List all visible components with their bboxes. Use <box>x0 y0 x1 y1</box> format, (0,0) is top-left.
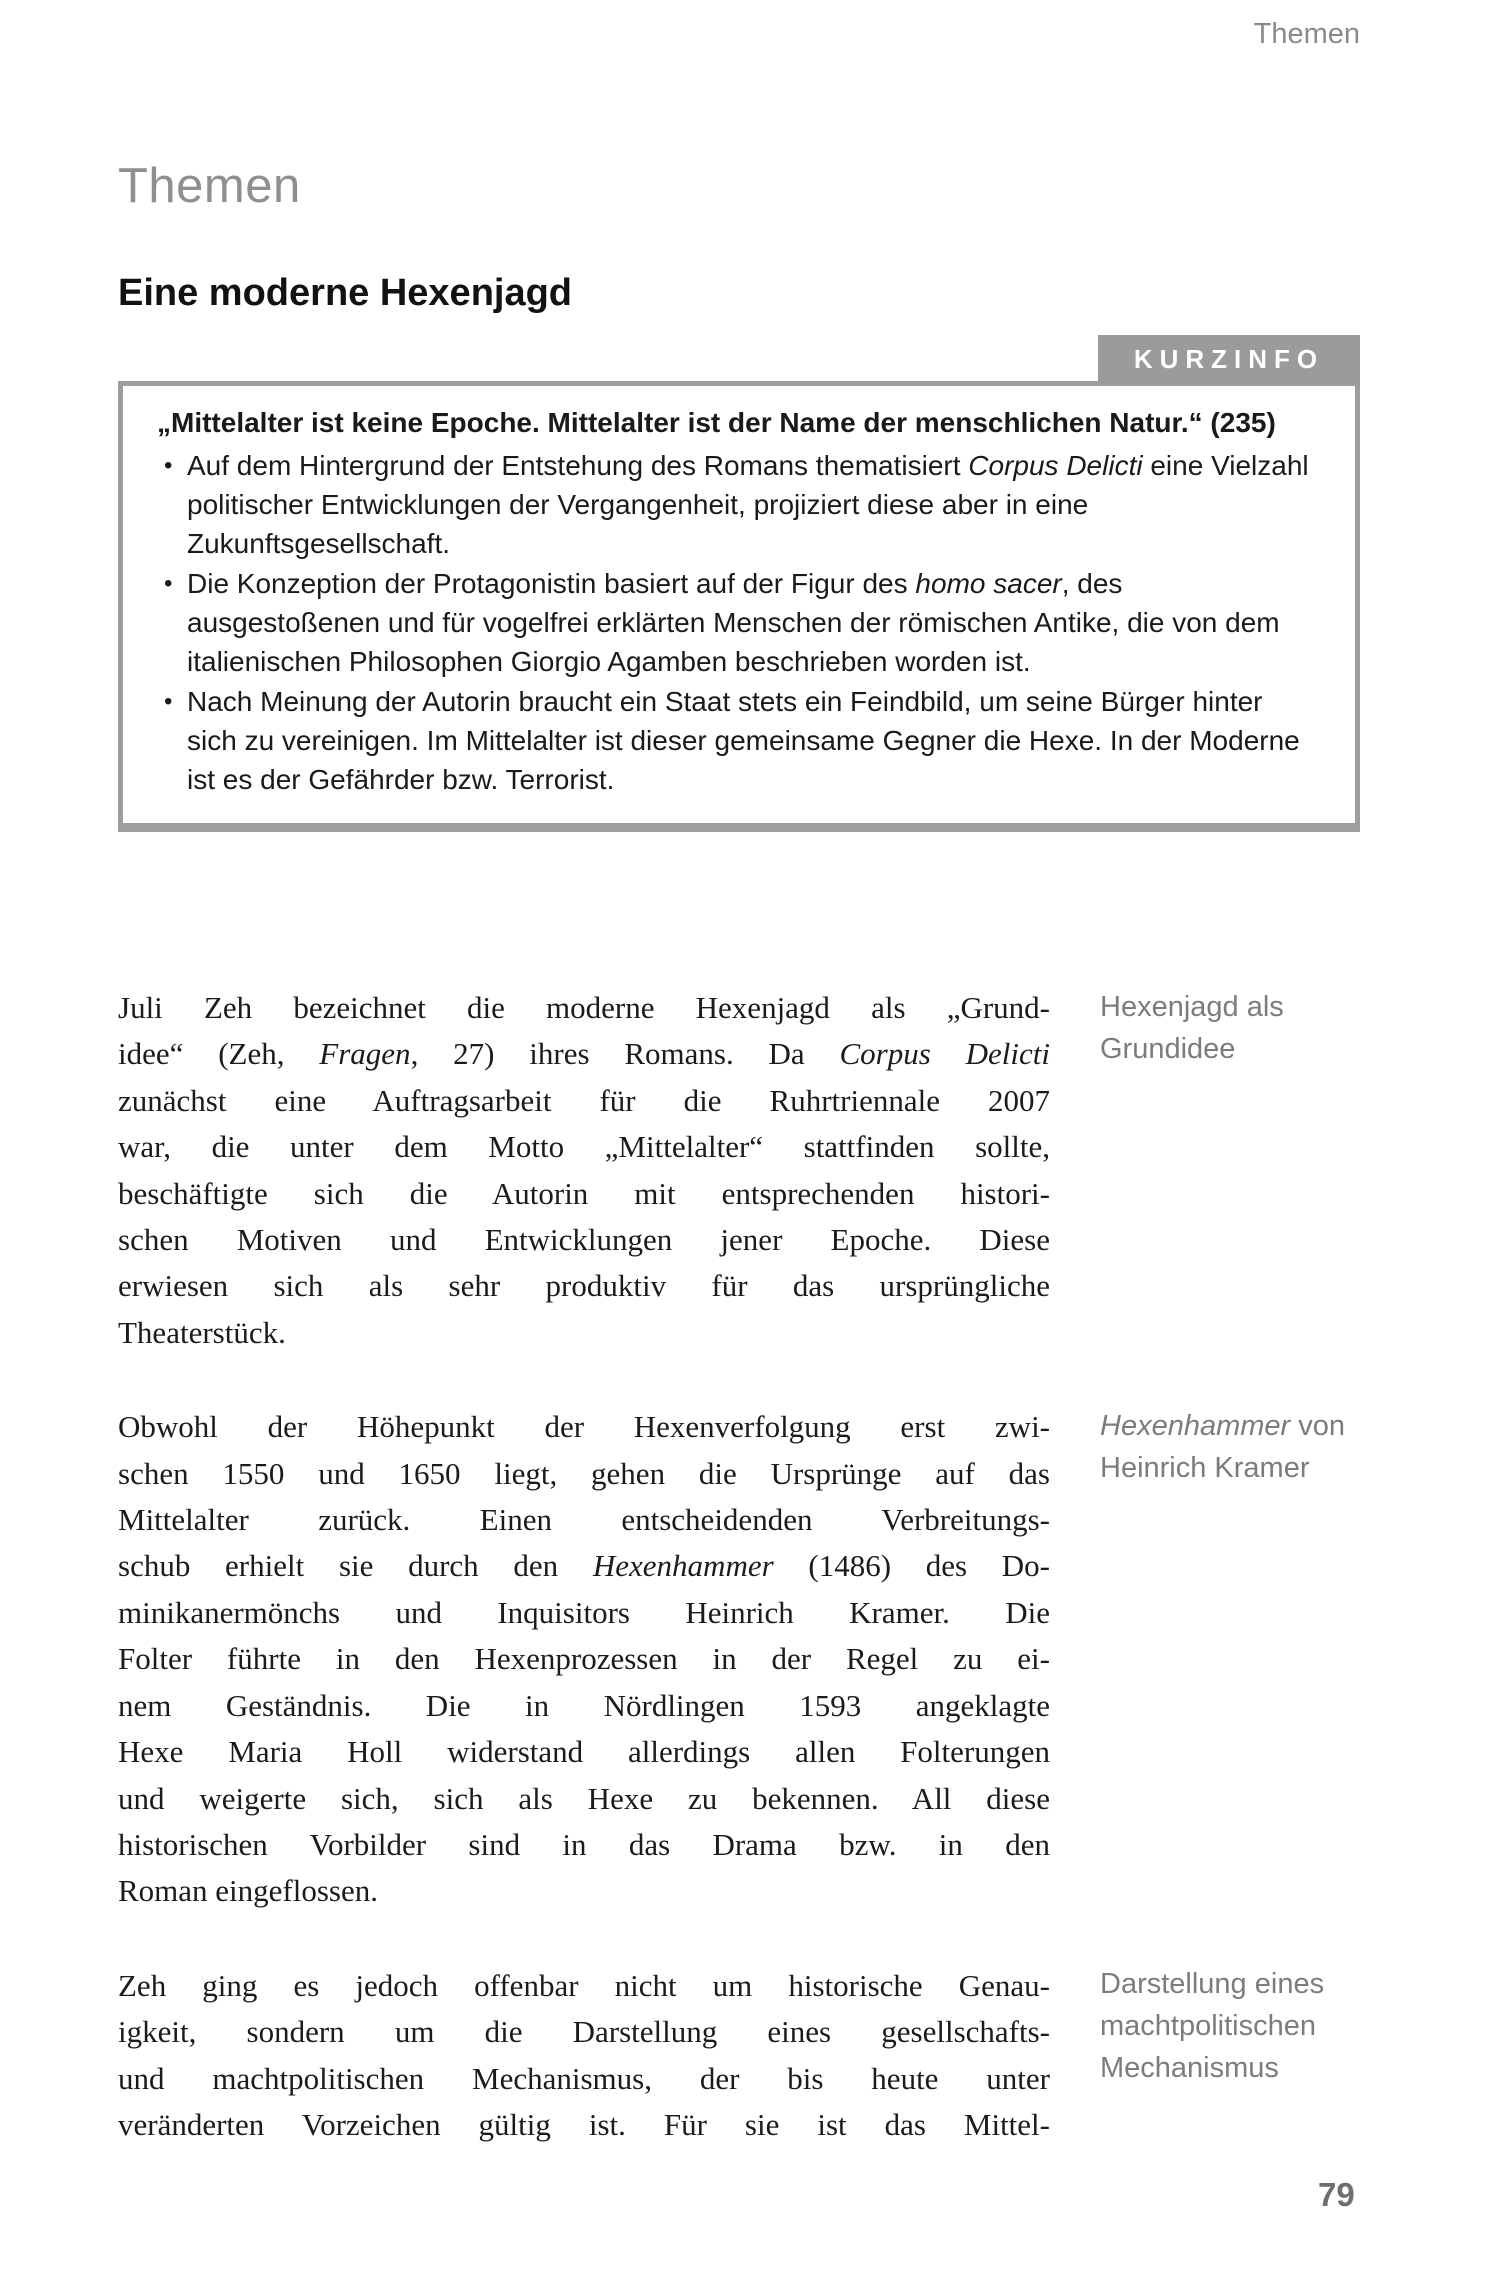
text-line: minikanermönchs und Inquisitors Heinrich Kramer. Die <box>118 1594 1050 1630</box>
body-text-column <box>118 985 1050 2196</box>
text-line: Folter führte in den Hexenprozessen in der Regel zu ei- <box>118 1641 1050 1677</box>
text-line: schen 1550 und 1650 liegt, gehen die Ursprünge auf das <box>118 1455 1050 1491</box>
text-line: war, die unter dem Motto „Mittelalter“ stattfinden sollte, <box>118 1129 1050 1165</box>
text-line: Hexe Maria Holl widerstand allerdings allen Folterungen <box>118 1734 1050 1770</box>
kurzinfo-badge: KURZINFO <box>1098 335 1360 384</box>
body-paragraph <box>118 1963 1050 2149</box>
text-line: veränderten Vorzeichen gültig ist. Für sie ist das Mittel- <box>118 2106 1050 2142</box>
page-subtitle: Eine moderne Hexenjagd <box>118 272 573 314</box>
text-line: beschäftigte sich die Autorin mit entsprechenden histori- <box>118 1175 1050 1211</box>
text-line: schen Motiven und Entwicklungen jener Epoche. Diese <box>118 1222 1050 1258</box>
body-paragraph <box>118 985 1050 1356</box>
kurzinfo-box <box>118 381 1360 832</box>
text-line: Mittelalter zurück. Einen entscheidenden Verbreitungs- <box>118 1502 1050 1538</box>
text-line: Obwohl der Höhepunkt der Hexenverfolgung erst zwi- <box>118 1409 1050 1445</box>
margin-note: Hexenjagd als Grundidee <box>1100 991 1284 1065</box>
text-line: erwiesen sich als sehr produktiv für das ursprüngliche <box>118 1268 1050 1304</box>
text-line: Zeh ging es jedoch offenbar nicht um historische Genau- <box>118 1967 1050 2003</box>
text-line: und weigerte sich, sich als Hexe zu bekennen. All diese <box>118 1780 1050 1816</box>
text-line: Juli Zeh bezeichnet die moderne Hexenjagd als „Grund- <box>118 990 1050 1025</box>
page-title: Themen <box>118 159 301 213</box>
page-number: 79 <box>1318 2176 1355 2213</box>
kurzinfo-bullet-list <box>157 446 1315 799</box>
text-line: und machtpolitischen Mechanismus, der bis heute unter <box>118 2060 1050 2096</box>
text-line: Theaterstück. <box>118 1314 286 1350</box>
body-paragraph <box>118 1404 1050 1914</box>
running-head: Themen <box>1253 18 1360 50</box>
text-line: historischen Vorbilder sind in das Drama bzw. in den <box>118 1826 1050 1862</box>
kurzinfo-bullet-item: • Auf dem Hintergrund der Entstehung des Romans thematisiert Corpus Delicti eine Vielzahl politischer Entwicklungen der Vergangenheit, projiziert diese aber in eine Zukunftsgesellschaft. <box>157 446 1315 563</box>
text-line: schub erhielt sie durch den Hexenhammer (1486) des Do- <box>118 1548 1050 1584</box>
text-line: nem Geständnis. Die in Nördlingen 1593 angeklagte <box>118 1687 1050 1723</box>
text-line: Roman eingeflossen. <box>118 1873 379 1909</box>
kurzinfo-title: „Mittelalter ist keine Epoche. Mittelalter ist der Name der menschlichen Natur.“ (235) <box>157 407 1276 438</box>
kurzinfo-bullet-item: • Die Konzeption der Protagonistin basiert auf der Figur des homo sacer, des ausgestoßenen und für vogelfrei erklärten Menschen der römischen Antike, die von dem italienischen Philosophen Giorgio Agamben beschrieben worden ist. <box>157 564 1315 681</box>
margin-note: Darstellung eines machtpolitischen Mechanismus <box>1100 1968 1325 2084</box>
text-line: idee“ (Zeh, Fragen, 27) ihres Romans. Da Corpus Delicti <box>118 1036 1050 1072</box>
text-line: igkeit, sondern um die Darstellung eines gesellschafts- <box>118 2014 1050 2050</box>
kurzinfo-bullet-item: • Nach Meinung der Autorin braucht ein Staat stets ein Feindbild, um seine Bürger hinter sich zu vereinigen. Im Mittelalter ist dieser gemeinsame Gegner die Hexe. In der Moderne ist es der Gefährder bzw. Terrorist. <box>157 682 1315 799</box>
margin-note: Hexenhammer von Heinrich Kramer <box>1100 1410 1346 1484</box>
text-line: zunächst eine Auftragsarbeit für die Ruhrtriennale 2007 <box>118 1082 1050 1118</box>
